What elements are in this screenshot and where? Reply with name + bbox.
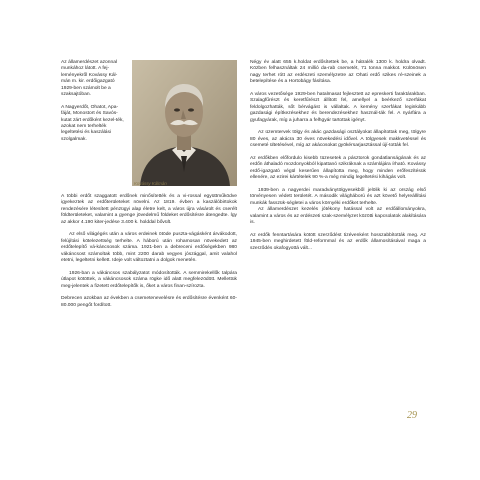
paragraph: Debrecen azokban az években a csemetenevelésre és erdősítésre évenként 60-80.000 pengőt fordított. bbox=[61, 296, 237, 308]
paragraph: A többi erdőt szaggatott erdőnek minősítették és a vi-rossal együttműködve igyekeztek az erdőterületeket növelni. Az 1819. évben a kaszálóbirtokok rendezésére létesített pénzügyi alap életre kelt, a város újra vásárolt és cserélt földterületeket, valamint a gyenge jövedelmű földeket erdősítésre átengedte. Így az akkor 4.190 kiter-jedése 3.400 k. holddal bővült. bbox=[61, 194, 237, 225]
right-column bbox=[250, 60, 426, 259]
page-number: 29 bbox=[407, 410, 417, 421]
paragraph: 1939-ben a nagyerdei maradványtölgyesekből jelölik ki az ország első törvényesen védett területét. A második világháború és azt követő helyreállítási munkák fasszük-ségletei a város környéki erdőket terhelte. bbox=[250, 188, 426, 206]
paragraph: Az üzemtervek tölgy és akác gazdasági osztályokat állapítottak meg, tölgyre 80 éves, az akácra 30 éves növekedési idővel. A tölgyesek makkvetéssel és csemeté ültetésével, míg az akácosokat gyökérsarjasztással újí-tották fel. bbox=[250, 130, 426, 149]
paragraph: A város vezetősége 1929-ben hatalmasat fejlesztett az epreskerti faraktárakban. Szalagfűrészt és keretfűrészt állított fel, amellyel a beérkező szerfákat feldolgozhatták, sőt bérvágást is vállaltak. A kemény szerfákat leginkább gazdasági építkezésekhez és berendezésekhez használ-ták fel. A nyárfára a gyufagyárak, míg a juharra a felhgyár tartottak igényt. bbox=[250, 92, 426, 123]
left-column bbox=[61, 60, 237, 316]
portrait-caption: Kovássy Kálmán bbox=[134, 181, 167, 186]
portrait-image bbox=[132, 60, 237, 186]
paragraph: 1926-ban a vákáncsos szabályzatot módosították. A semmirekellők talpára útlapot kötöttek, a vákáncsosok száma rögke idő alatt megfelezödött. Mellettük meg-jelentek a fizetett erdőtelepítők is, őket a város finan-szírozta. bbox=[61, 270, 237, 289]
paragraph: Az első világégés után a város erdeinek ötöde puszta-vágásként árvákodott, felújítási kötelezettség terhelte. A háború után rohamosan növekedett az erdőtelepítő vá-káncsosok száma. 1921-ben a debreceni erdőségekben 980 vákáncsost számoltak több, mint 2200 darab vegyes jószággal, amit valahol etetni, legeltetni kellett. Ideje volt változtatni a dolgok menetén. bbox=[61, 232, 237, 264]
paragraph: Négy év alatt 655 k.holdat erdősítettek be, a hátralék 1300 k. holdra olvadt. Közben felhasználtak 24 millió da-rab csemetét, 71 tonna makkot. Különösen nagy terhet rótt az erdészeti személyzetre az Ohati erdő szikes ré-szeinek a betelepítése és a Hortobágy fásítása. bbox=[250, 60, 426, 85]
paragraph: Az erdőkben előfordulo kisebb tüzesetek a pásztorok gondatlanságának és az erdőn áthaladó mozdonyokból kipattanó szikráknak a számlájára írható. Kovássy erdő-igazgató végül keserűen állapította meg, hogy minden erőfeszítésük ellenére, az ezirei kártételek 90 %-a még mindig legeltetési kihágás volt. bbox=[250, 156, 426, 181]
wrapped-text bbox=[61, 60, 125, 143]
paragraph: A Nagyerdőt, Ohatot, Apa-fáját, Monostort és Savós-kutat zárt erdőként kezel-ték, azokat nem terhelték legeltetési és kaszálási szolgalmak. bbox=[61, 104, 124, 142]
portrait-block bbox=[61, 60, 237, 194]
portrait-photo bbox=[132, 60, 237, 186]
paragraph: Az államerdészet azonnal munkához látott. A fej-leményekről Kovássy Kál-mán m. kir. erdőigazgató 1929-ben számolt be a szaksajtóban. bbox=[61, 60, 118, 98]
paragraph: Az államerdészet kezelés jótékony hatással volt az erdőállományokra, valamint a város és az erdészeti szak-személyzet közötti kapcsolatok alakítására is. bbox=[250, 207, 426, 226]
paragraph: Az erdők fenntartására kötött szerződést tizévenként hosszabbították meg. Az 1945-ben meghirdetett föld-reformmal és az erdők államosításával maga a szerződés okafogyottá vált... bbox=[250, 232, 426, 251]
